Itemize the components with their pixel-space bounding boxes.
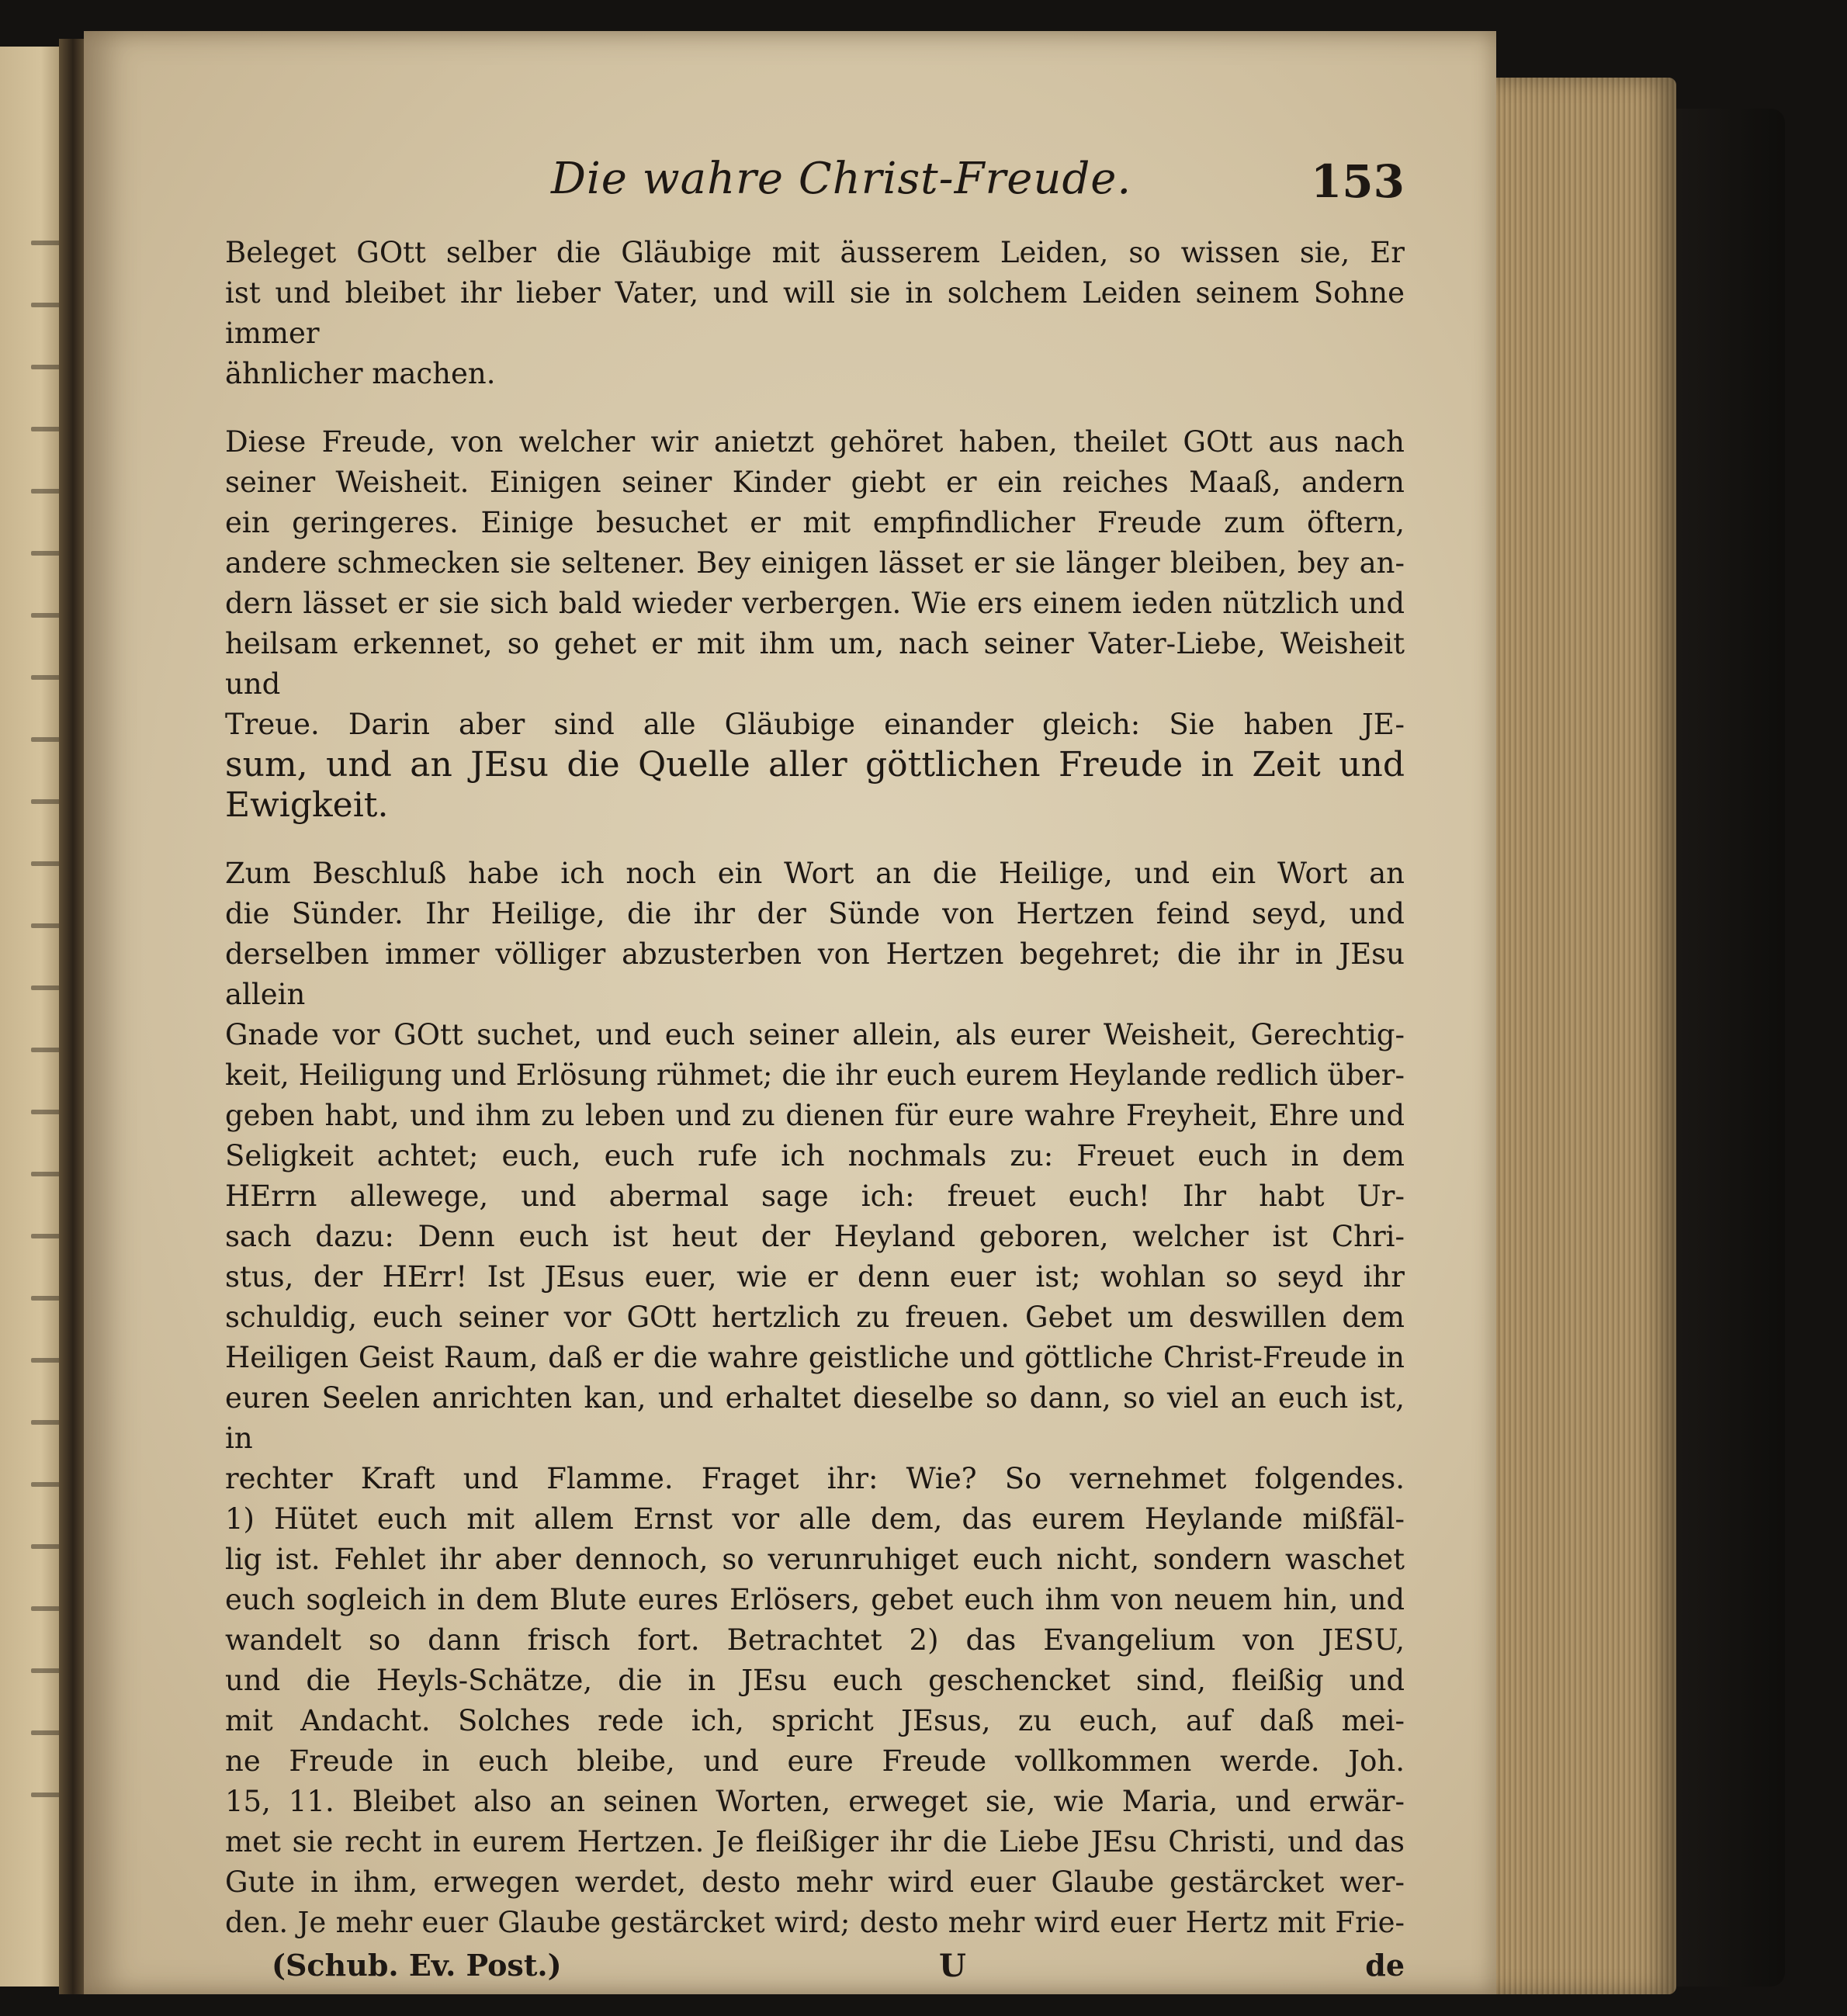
page-block-edge <box>1490 78 1676 1994</box>
running-title: Die wahre Christ-Freude. <box>551 154 1132 204</box>
signature-mark: U <box>939 1948 966 1984</box>
text-line: met sie recht in eurem Hertzen. Je fleißiger ihr die Liebe JEsu Christi, und das <box>225 1825 1405 1858</box>
text-line: die Sünder. Ihr Heilige, die ihr der Sünde von Hertzen feind seyd, und <box>225 897 1405 930</box>
page-footer <box>225 1948 1405 1994</box>
text-line: Beleget GOtt selber die Gläubige mit äusserem Leiden, so wissen sie, Er <box>225 236 1405 269</box>
text-line: Gute in ihm, erwegen werdet, desto mehr wird euer Glaube gestärcket wer- <box>225 1865 1405 1899</box>
text-line: HErrn allewege, und abermal sage ich: freuet euch! Ihr habt Ur- <box>225 1179 1405 1213</box>
text-line: dern lässet er sie sich bald wieder verbergen. Wie ers einem ieden nützlich und <box>225 587 1405 620</box>
text-line: schuldig, euch seiner vor GOtt hertzlich zu freuen. Gebet um deswillen dem <box>225 1301 1405 1334</box>
text-line: Ewigkeit. <box>225 785 389 825</box>
page-text <box>225 147 1405 1994</box>
text-line: rechter Kraft und Flamme. Fraget ihr: Wie? So vernehmet folgendes. <box>225 1462 1405 1495</box>
paragraph-3 <box>225 854 1405 1943</box>
text-line: Diese Freude, von welcher wir anietzt gehöret haben, theilet GOtt aus nach <box>225 425 1405 459</box>
source-signature: (Schub. Ev. Post.) <box>272 1948 562 1983</box>
text-line: derselben immer völliger abzusterben von Hertzen begehret; die ihr in JEsu allein <box>225 937 1405 1011</box>
text-line: keit, Heiligung und Erlösung rühmet; die ihr euch eurem Heylande redlich über- <box>225 1058 1405 1092</box>
text-line: mit Andacht. Solches rede ich, spricht JEsus, zu euch, auf daß mei- <box>225 1704 1405 1737</box>
text-line: heilsam erkennet, so gehet er mit ihm um, nach seiner Vater-Liebe, Weisheit und <box>225 627 1405 701</box>
page-header <box>225 147 1405 233</box>
text-line: Heiligen Geist Raum, daß er die wahre geistliche und göttliche Christ-Freude in <box>225 1341 1405 1374</box>
paragraph-2 <box>225 422 1405 826</box>
text-line: ne Freude in euch bleibe, und eure Freude vollkommen werde. Joh. <box>225 1744 1405 1778</box>
page-number: 153 <box>1310 155 1405 208</box>
text-line: 15, 11. Bleibet also an seinen Worten, erweget sie, wie Maria, und erwär- <box>225 1785 1405 1818</box>
text-line: andere schmecken sie seltener. Bey einigen lässet er sie länger bleiben, bey an- <box>225 546 1405 580</box>
right-page <box>84 31 1496 1994</box>
text-line: Seligkeit achtet; euch, euch rufe ich nochmals zu: Freuet euch in dem <box>225 1139 1405 1173</box>
text-line: sach dazu: Denn euch ist heut der Heyland geboren, welcher ist Chri- <box>225 1220 1405 1253</box>
text-line: lig ist. Fehlet ihr aber dennoch, so verunruhiget euch nicht, sondern waschet <box>225 1543 1405 1576</box>
text-line: Gnade vor GOtt suchet, und euch seiner allein, als eurer Weisheit, Gerechtig- <box>225 1018 1405 1051</box>
text-line: Zum Beschluß habe ich noch ein Wort an die Heilige, und ein Wort an <box>225 857 1405 890</box>
text-line: ein geringeres. Einige besuchet er mit empfindlicher Freude zum öftern, <box>225 506 1405 539</box>
text-line: wandelt so dann frisch fort. Betrachtet 2) das Evangelium von JESU, <box>225 1623 1405 1657</box>
text-line: seiner Weisheit. Einigen seiner Kinder giebt er ein reiches Maaß, andern <box>225 466 1405 499</box>
text-line: stus, der HErr! Ist JEsus euer, wie er denn euer ist; wohlan so seyd ihr <box>225 1260 1405 1294</box>
text-line: und die Heyls-Schätze, die in JEsu euch geschencket sind, fleißig und <box>225 1664 1405 1697</box>
text-line: ist und bleibet ihr lieber Vater, und will sie in solchem Leiden seinem Sohne immer <box>225 276 1405 350</box>
paragraph-1 <box>225 233 1405 394</box>
text-line: geben habt, und ihm zu leben und zu dienen für eure wahre Freyheit, Ehre und <box>225 1099 1405 1132</box>
text-line: Treue. Darin aber sind alle Gläubige einander gleich: Sie haben JE- <box>225 708 1405 741</box>
text-line: den. Je mehr euer Glaube gestärcket wird; desto mehr wird euer Hertz mit Frie- <box>225 1906 1405 1939</box>
text-line: euren Seelen anrichten kan, und erhaltet dieselbe so dann, so viel an euch ist, in <box>225 1381 1405 1455</box>
text-line: 1) Hütet euch mit allem Ernst vor alle dem, das eurem Heylande mißfäl- <box>225 1502 1405 1536</box>
text-line: sum, und an JEsu die Quelle aller göttlichen Freude in Zeit und <box>225 745 1405 785</box>
facing-page <box>0 47 68 1987</box>
text-line: euch sogleich in dem Blute eures Erlösers, gebet euch ihm von neuem hin, und <box>225 1583 1405 1616</box>
catchword: de <box>1365 1948 1405 1983</box>
text-line: ähnlicher machen. <box>225 357 496 390</box>
